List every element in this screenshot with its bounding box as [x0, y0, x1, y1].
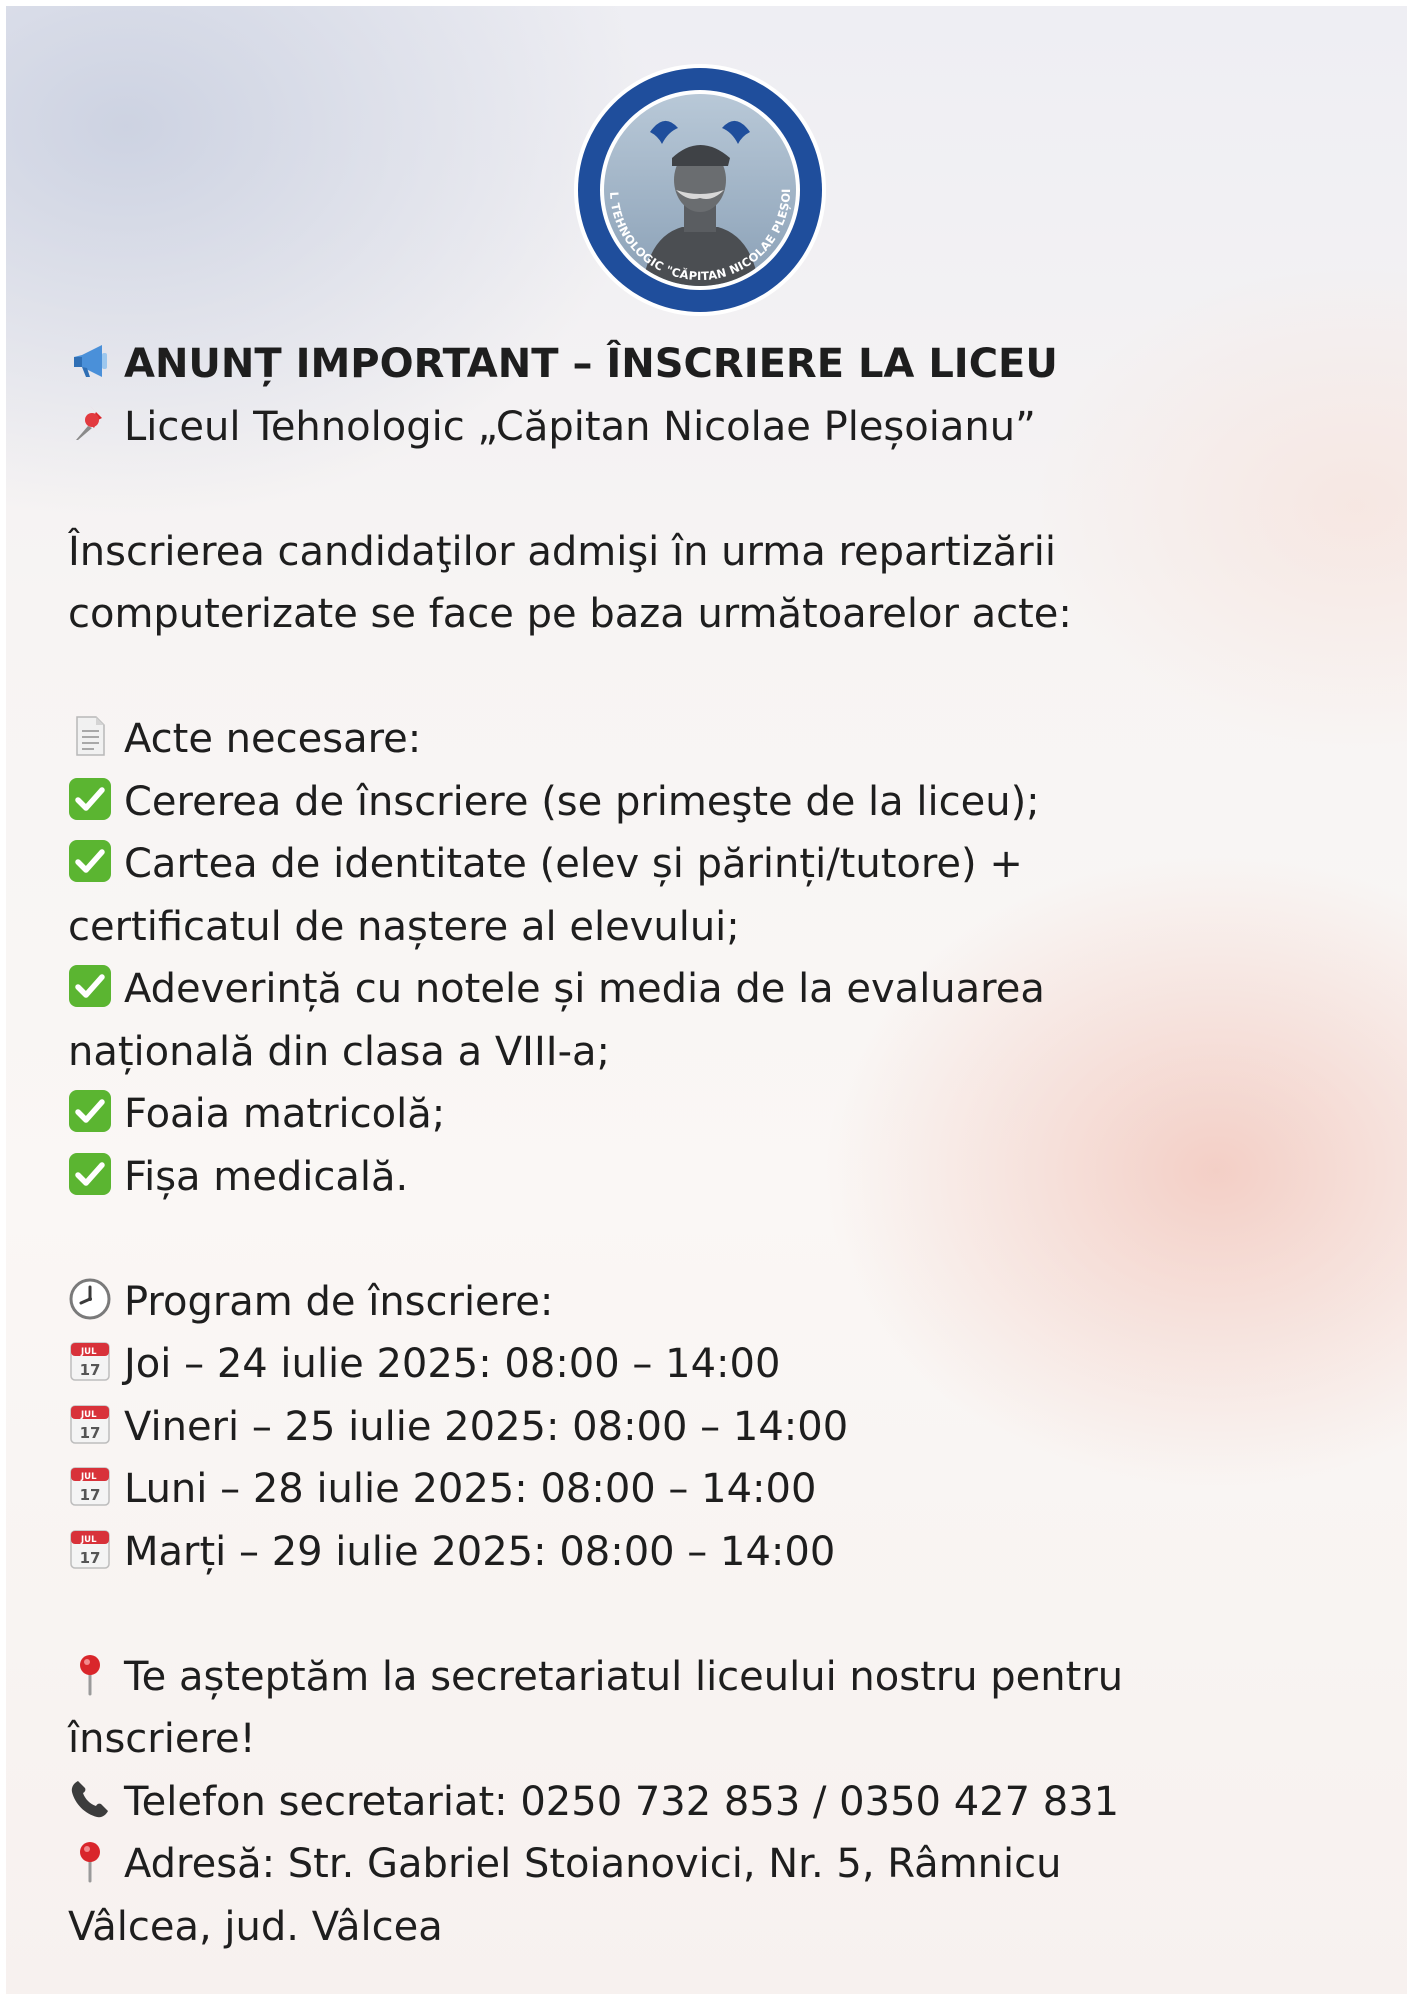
svg-text:17: 17: [79, 1361, 101, 1379]
calendar-icon: [68, 1527, 112, 1571]
invite-text-line-2: înscriere!: [68, 1716, 256, 1762]
schedule-day: JUL 17 Joi – 24 iulie 2025: 08:00 – 14:00: [68, 1333, 1368, 1396]
announcement-title: ANUNȚ IMPORTANT – ÎNSCRIERE LA LICEU: [68, 333, 1368, 396]
round-pin-icon: [68, 1652, 112, 1696]
svg-text:17: 17: [79, 1486, 101, 1504]
svg-text:JUL: JUL: [81, 1409, 97, 1420]
megaphone-icon: [68, 339, 112, 383]
documents-heading: Acte necesare:: [68, 708, 1368, 771]
announcement-poster: [6, 6, 1407, 1994]
announcement-body: [68, 333, 1368, 1958]
document-item: Foaia matricolă;: [68, 1083, 1368, 1146]
invite-text-line-1: Te așteptăm la secretariatul liceului nostru pentru: [68, 1646, 1368, 1709]
spacer: [68, 1208, 1368, 1271]
spacer: [68, 646, 1368, 709]
round-pin-icon: [68, 1839, 112, 1883]
phone-line: Telefon secretariat: 0250 732 853 / 0350 427 831: [68, 1771, 1368, 1834]
school-name: Liceul Tehnologic „Căpitan Nicolae Pleșoianu”: [68, 396, 1368, 459]
svg-text:17: 17: [79, 1548, 101, 1567]
svg-text:LICEUL TEHNOLOGIC "CĂPITAN NIC: L TEHNOLOGIC "CĂPITAN NICOLAE PLEȘOI: [606, 188, 794, 284]
telephone-icon: [68, 1777, 112, 1821]
clock-icon: [68, 1277, 112, 1321]
check-mark-icon: [68, 1089, 112, 1133]
calendar-icon: [68, 1402, 112, 1446]
address-line-2: Vâlcea, jud. Vâlcea: [68, 1903, 443, 1950]
calendar-icon: [68, 1339, 112, 1383]
calendar-icon: [68, 1464, 112, 1508]
check-mark-icon: [68, 839, 112, 883]
document-icon: [68, 714, 112, 758]
document-item: Adeverință cu notele și media de la evaluarea: [68, 958, 1368, 1021]
schedule-day: JUL 17 Luni – 28 iulie 2025: 08:00 – 14:00: [68, 1458, 1368, 1521]
schedule-heading: Program de înscriere:: [68, 1271, 1368, 1334]
schedule-day: JUL 17 Marți – 29 iulie 2025: 08:00 – 14:00: [68, 1521, 1368, 1584]
pushpin-icon: [68, 402, 112, 446]
check-mark-icon: [68, 1152, 112, 1196]
document-item-continuation: certificatul de naștere al elevului;: [68, 903, 740, 950]
svg-text:JUL: JUL: [81, 1534, 97, 1545]
check-mark-icon: [68, 777, 112, 821]
document-item: Cererea de înscriere (se primeşte de la liceu);: [68, 771, 1368, 834]
document-item-continuation: națională din clasa a VIII-a;: [68, 1028, 610, 1075]
document-item: Fișa medicală.: [68, 1146, 1368, 1209]
intro-text-line-1: Înscrierea candidaţilor admişi în urma repartizării: [68, 528, 1056, 575]
school-logo: [572, 62, 828, 318]
intro-text-line-2: computerizate se face pe baza următoarelor acte:: [68, 591, 1072, 637]
spacer: [68, 1583, 1368, 1646]
spacer: [68, 458, 1368, 521]
svg-text:JUL: JUL: [81, 1347, 97, 1357]
schedule-day: JUL 17 Vineri – 25 iulie 2025: 08:00 – 14:00: [68, 1396, 1368, 1459]
svg-text:17: 17: [79, 1423, 101, 1442]
school-seal-icon: [572, 62, 828, 318]
document-item: Cartea de identitate (elev și părinți/tutore) +: [68, 833, 1368, 896]
check-mark-icon: [68, 964, 112, 1008]
svg-text:JUL: JUL: [81, 1472, 97, 1482]
address-line-1: Adresă: Str. Gabriel Stoianovici, Nr. 5, Râmnicu: [68, 1833, 1368, 1896]
